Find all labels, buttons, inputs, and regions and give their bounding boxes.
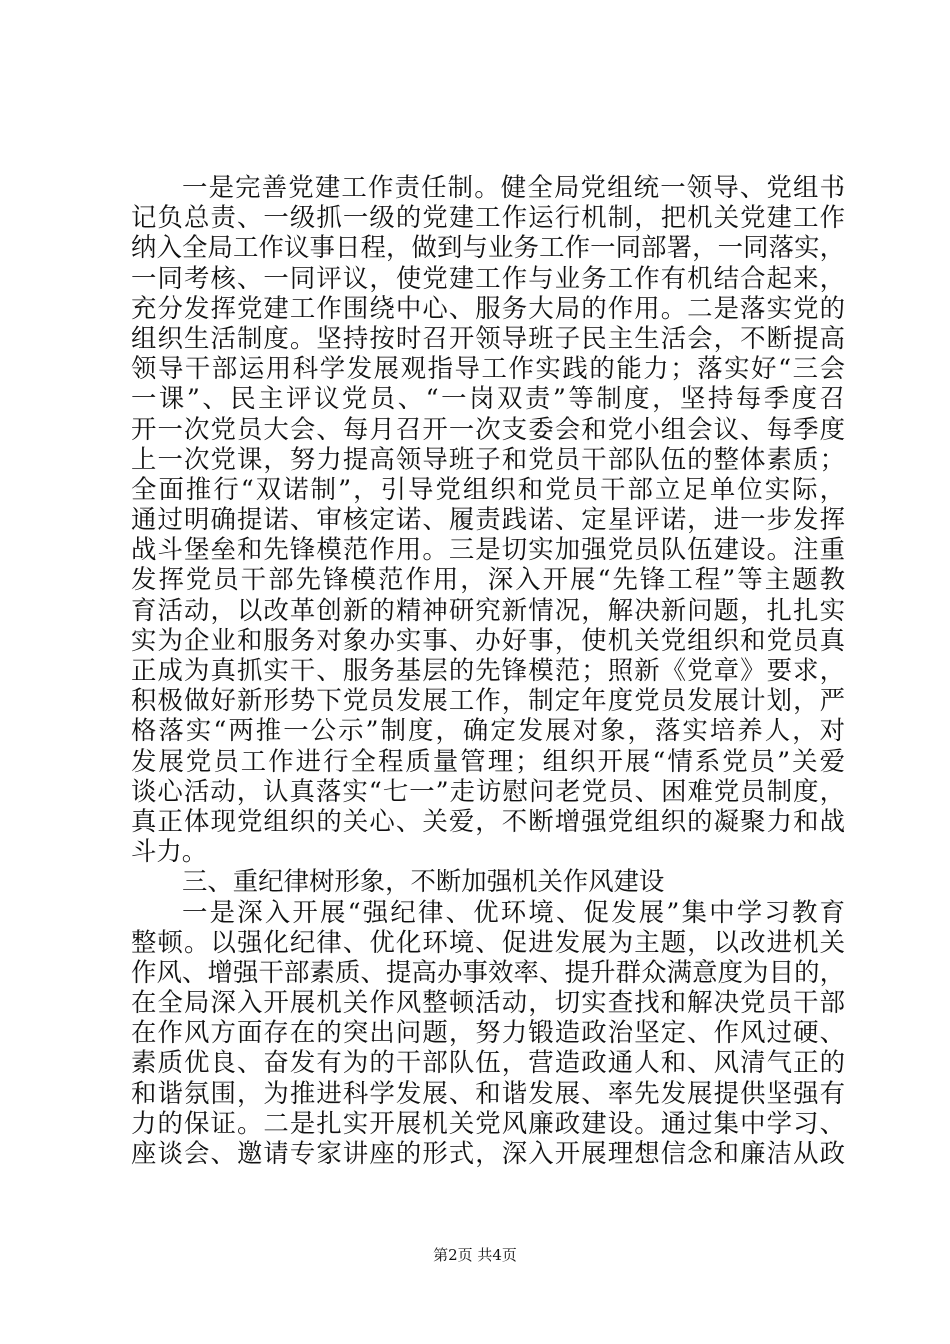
text-line: 领导干部运用科学发展观指导工作实践的能力；落实好“三会 xyxy=(131,353,845,384)
page-number-footer: 第2页 共4页 xyxy=(433,1246,517,1264)
text-line: 组织生活制度。坚持按时召开领导班子民主生活会，不断提高 xyxy=(131,322,845,353)
text-line: 育活动，以改革创新的精神研究新情况，解决新问题，扎扎实 xyxy=(131,594,845,625)
text-line: 一课”、民主评议党员、“一岗双责”等制度，坚持每季度召 xyxy=(131,383,845,414)
text-line: 素质优良、奋发有为的干部队伍，营造政通人和、风清气正的 xyxy=(131,1047,845,1078)
text-line: 发展党员工作进行全程质量管理；组织开展“情系党员”关爱 xyxy=(131,745,845,776)
document-body xyxy=(131,172,845,1168)
text-line: 一同考核、一同评议，使党建工作与业务工作有机结合起来， xyxy=(131,262,845,293)
text-line: 和谐氛围，为推进科学发展、和谐发展、率先发展提供坚强有 xyxy=(131,1077,845,1108)
text-line: 全面推行“双诺制”，引导党组织和党员干部立足单位实际， xyxy=(131,473,845,504)
text-line: 作风、增强干部素质、提高办事效率、提升群众满意度为目的， xyxy=(131,956,845,987)
text-line: 一是深入开展“强纪律、优环境、促发展”集中学习教育 xyxy=(182,896,845,927)
text-line: 战斗堡垒和先锋模范作用。三是切实加强党员队伍建设。注重 xyxy=(131,534,845,565)
text-line: 真正体现党组织的关心、关爱，不断增强党组织的凝聚力和战 xyxy=(131,805,845,836)
text-line: 整顿。以强化纪律、优化环境、促进发展为主题，以改进机关 xyxy=(131,926,845,957)
text-line: 记负总责、一级抓一级的党建工作运行机制，把机关党建工作 xyxy=(131,202,845,233)
text-line: 上一次党课，努力提高领导班子和党员干部队伍的整体素质； xyxy=(131,443,845,474)
text-line: 开一次党员大会、每月召开一次支委会和党小组会议、每季度 xyxy=(131,413,845,444)
text-line: 在全局深入开展机关作风整顿活动，切实查找和解决党员干部 xyxy=(131,987,845,1018)
text-line: 通过明确提诺、审核定诺、履责践诺、定星评诺，进一步发挥 xyxy=(131,504,845,535)
text-line: 谈心活动，认真落实“七一”走访慰问老党员、困难党员制度， xyxy=(131,775,845,806)
text-line: 积极做好新形势下党员发展工作，制定年度党员发展计划，严 xyxy=(131,685,845,716)
text-line: 座谈会、邀请专家讲座的形式，深入开展理想信念和廉洁从政 xyxy=(131,1138,845,1168)
text-line: 一是完善党建工作责任制。健全局党组统一领导、党组书 xyxy=(182,172,845,202)
text-line: 纳入全局工作议事日程，做到与业务工作一同部署，一同落实， xyxy=(131,232,845,263)
text-line: 在作风方面存在的突出问题，努力锻造政治坚定、作风过硬、 xyxy=(131,1017,845,1048)
text-line: 力的保证。二是扎实开展机关党风廉政建设。通过集中学习、 xyxy=(131,1107,845,1138)
text-line: 发挥党员干部先锋模范作用，深入开展“先锋工程”等主题教 xyxy=(131,564,845,595)
text-line: 正成为真抓实干、服务基层的先锋模范；照新《党章》要求， xyxy=(131,655,845,685)
text-line: 充分发挥党建工作围绕中心、服务大局的作用。二是落实党的 xyxy=(131,292,845,323)
section-heading: 三、重纪律树形象，不断加强机关作风建设 xyxy=(182,866,665,897)
text-line: 格落实“两推一公示”制度，确定发展对象，落实培养人，对 xyxy=(131,715,845,746)
text-line: 斗力。 xyxy=(131,836,208,867)
text-line: 实为企业和服务对象办实事、办好事，使机关党组织和党员真 xyxy=(131,624,845,655)
